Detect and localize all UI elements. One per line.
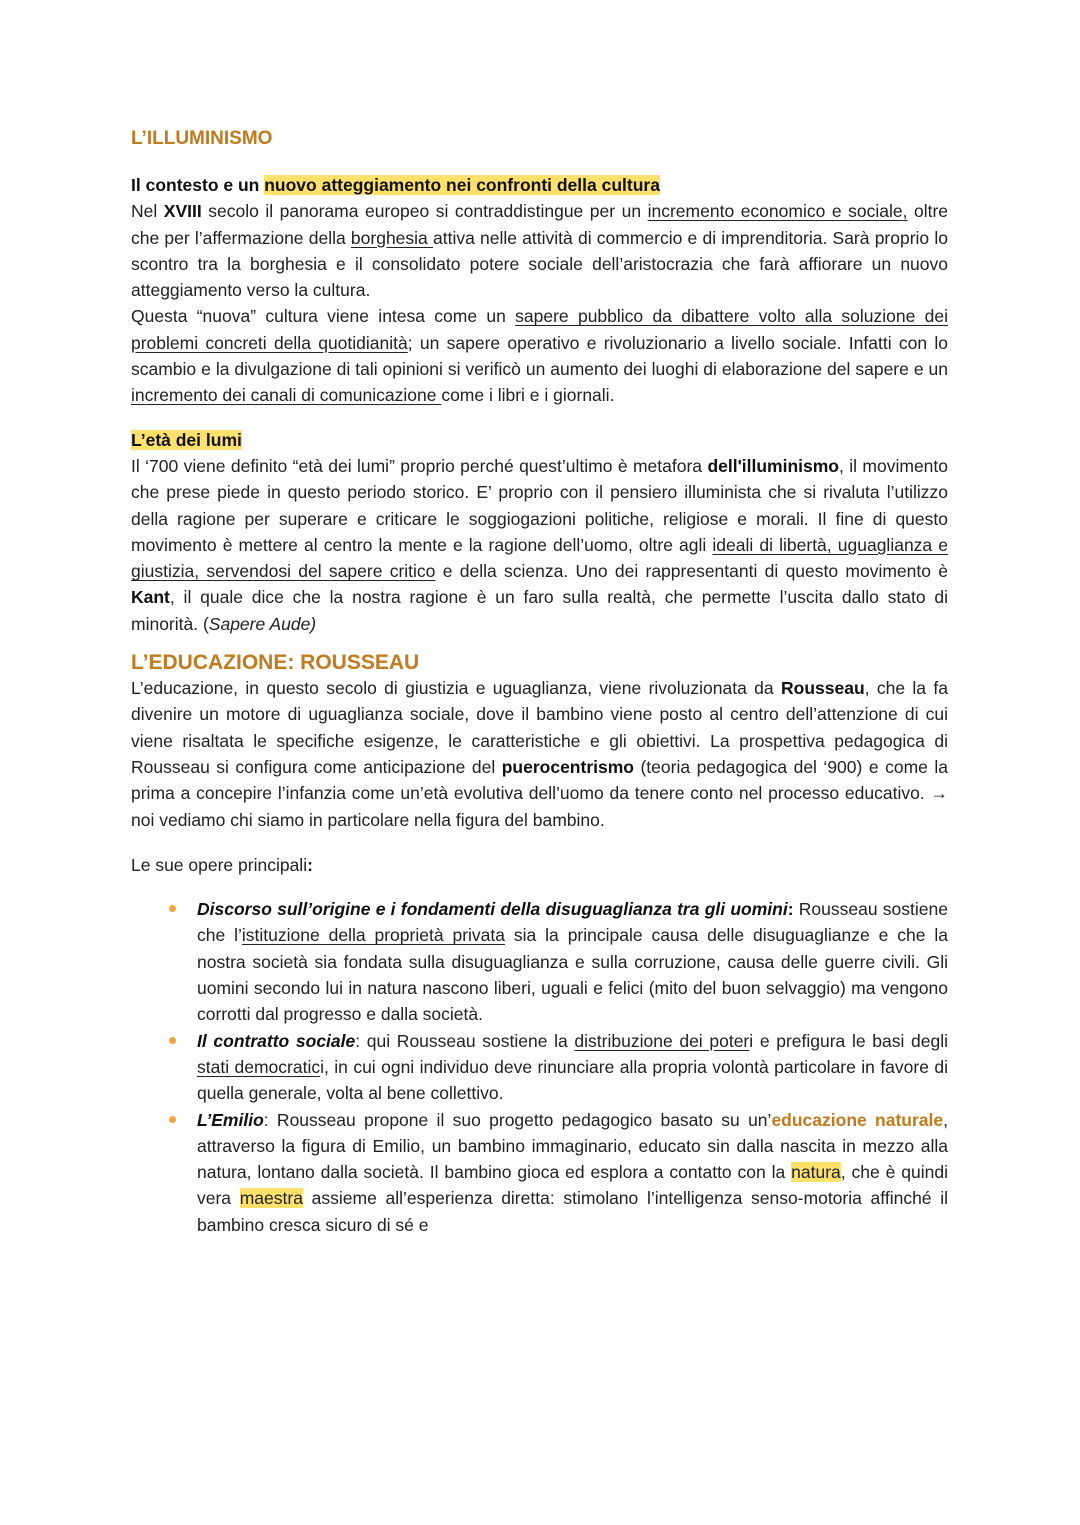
text: attiva nelle attività di commercio e di imprenditoria. Sarà proprio lo scontro tra la borghesia e il consolidato potere sociale dell’aristocrazia che farà affiorare un nuovo atteggiamento verso la cultura.: [131, 227, 948, 301]
underlined-text: distribuzione dei poter: [574, 1030, 750, 1051]
bold-text: XVIII: [163, 201, 202, 222]
text: i e prefigura le basi degli: [749, 1030, 949, 1051]
bold-text: Rousseau: [781, 678, 865, 699]
text: ; un sapere operativo e rivoluzionario a livello sociale. Infatti con lo scambio e la divulgazione di tali opinioni si verificò un aumento dei luoghi di elaborazione del sapere e un: [131, 332, 948, 380]
subtitle-text: Il contesto e un: [131, 175, 260, 195]
text: Le sue opere principali: [131, 854, 308, 875]
subtitle-highlight: L’età dei lumi: [131, 429, 242, 450]
text: assieme all’esperienza diretta: stimolano l’intelligenza senso-motoria affinché il bambino cresca sicuro di sé e: [197, 1188, 948, 1235]
underlined-text: stati democratic: [197, 1056, 321, 1077]
text: Rousseau sostiene che l’: [197, 899, 948, 946]
text: L’educazione, in questo secolo di giustizia e uguaglianza, viene rivoluzionata da: [131, 678, 781, 699]
underlined-text: ideali di libertà, uguaglianza e giustizia, servendosi del sapere critico: [131, 534, 949, 582]
paragraph-contesto-2: [131, 303, 948, 408]
bullet-list-opere: [131, 896, 948, 1238]
text: Nel: [131, 201, 164, 222]
underlined-text: sapere pubblico da dibattere volto alla soluzione dei problemi concreti della quotidianità: [131, 306, 948, 353]
orange-bold-text: educazione naturale: [771, 1109, 944, 1130]
bullet-icon: [169, 1037, 176, 1044]
underlined-text: istituzione della proprietà privata: [241, 925, 505, 946]
underlined-text: borghesia: [350, 227, 433, 248]
text: , che la fa divenire un motore di uguaglianza sociale, dove il bambino viene posto al centro dell’attenzione di cui viene risaltata le specifiche esigenze, le caratteristiche e gli obiettivi. La prospettiva pedagogica di Rousseau si configura come anticipazione del: [131, 678, 948, 777]
text: : Rousseau propone il suo progetto pedagogico basato su un’: [263, 1109, 772, 1130]
text: : qui Rousseau sostiene la: [355, 1030, 575, 1051]
paragraph-contesto-1: [131, 198, 948, 303]
subsection-title-contesto: [131, 172, 948, 198]
text: secolo il panorama europeo si contraddistingue per un: [201, 201, 648, 222]
list-item-text: [197, 1028, 948, 1107]
list-item: [131, 896, 948, 1027]
list-item: [131, 1107, 948, 1238]
text: , il quale dice che la nostra ragione è un faro sulla realtà, che permette l’uscita dallo stato di minorità. (: [131, 587, 948, 634]
section-title-illuminismo: L’ILLUMINISMO: [131, 128, 273, 149]
text: , il movimento che prese piede in questo periodo storico. E’ proprio con il pensiero illuminista che si rivaluta l’utilizzo della ragione per superare e criticare le soggiogazioni politiche, religiose e morali. Il fine di questo movimento è mettere al centro la mente e la ragione dell’uomo, oltre agli: [131, 455, 948, 555]
highlighted-text: natura: [791, 1162, 841, 1183]
list-item-text: [197, 1107, 948, 1238]
text: sia la principale causa delle disuguaglianze e che la nostra società sia fondata sulla disuguaglianza e sulla corruzione, causa delle guerre civili. Gli uomini secondo lui in natura nascono liberi, uguali e felici (mito del buon selvaggio) ma vengono corrotti dal progresso e dalla società.: [197, 925, 948, 1025]
bold-text: puerocentrismo: [501, 756, 634, 777]
paragraph-eta-dei-lumi: [131, 453, 948, 637]
text: i, in cui ogni individuo deve rinunciare alla propria volontà particolare in favore di quella generale, volta al bene collettivo.: [197, 1056, 948, 1104]
text: e della scienza. Uno dei rappresentanti di questo movimento è: [435, 561, 948, 582]
bullet-icon: [169, 905, 176, 912]
bold-text: dell'illuminismo: [707, 455, 839, 476]
list-item-text: [197, 896, 948, 1027]
text: come i libri e i giornali.: [441, 385, 615, 406]
underlined-text: incremento dei canali di comunicazione: [131, 385, 442, 406]
underlined-text: incremento economico e sociale,: [647, 201, 908, 222]
work-title: Discorso sull’origine e i fondamenti della disuguaglianza tra gli uomini: [197, 899, 788, 920]
text: Il ‘700 viene definito “età dei lumi” proprio perché quest’ultimo è metafora: [131, 455, 708, 476]
work-title: Il contratto sociale: [197, 1030, 356, 1051]
italic-text: Sapere Aude): [208, 613, 317, 634]
paragraph-opere: [131, 852, 948, 878]
section-title-educazione: L’EDUCAZIONE: ROUSSEAU: [131, 651, 420, 675]
document-body: [131, 128, 948, 1238]
highlighted-text: maestra: [239, 1188, 303, 1209]
subtitle-highlight: nuovo atteggiamento nei confronti della cultura: [264, 175, 660, 195]
subsection-title-eta-dei-lumi: [131, 427, 948, 453]
bullet-icon: [169, 1116, 176, 1123]
text: , che è quindi vera: [197, 1162, 948, 1209]
text: , attraverso la figura di Emilio, un bambino immaginario, educato sin dalla nascita in mezzo alla natura, lontano dalla società. Il bambino gioca ed esplora a contatto con la: [197, 1109, 948, 1183]
list-item: [131, 1028, 948, 1107]
text: Questa “nuova” cultura viene intesa come un: [131, 306, 516, 327]
work-title: L’Emilio: [197, 1109, 264, 1130]
text: oltre che per l’affermazione della: [131, 201, 948, 248]
text: (teoria pedagogica del ‘900) e come la prima a concepire l’infanzia come un’età evolutiva dell’uomo da tenere conto nel processo educativo. → noi vediamo chi siamo in particolare nella figura del bambino.: [131, 756, 948, 830]
bold-text: :: [787, 899, 794, 920]
bold-text: Kant: [131, 587, 170, 608]
bold-text: :: [307, 854, 313, 875]
paragraph-rousseau: [131, 675, 948, 833]
